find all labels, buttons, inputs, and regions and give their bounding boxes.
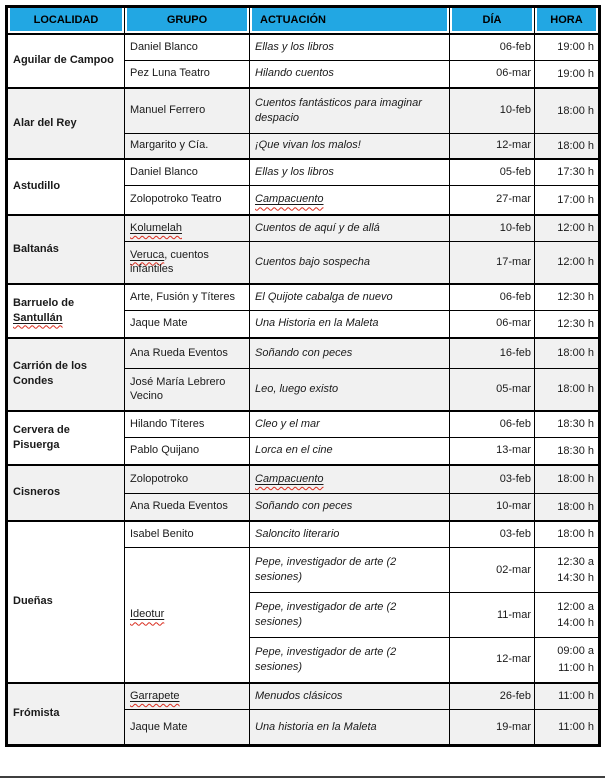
group-cell bbox=[125, 88, 250, 134]
cell-text: Ellas y los libros bbox=[255, 40, 334, 53]
show-cell bbox=[250, 683, 450, 710]
group-cell bbox=[125, 369, 250, 411]
show-cell bbox=[250, 34, 450, 61]
show-cell bbox=[250, 593, 450, 638]
day-cell: 03-feb bbox=[450, 521, 535, 548]
day-cell: 27-mar bbox=[450, 186, 535, 215]
hour-cell bbox=[535, 311, 600, 338]
hour-cell bbox=[535, 61, 600, 88]
group-cell bbox=[125, 284, 250, 311]
hour-text: 18:30 h bbox=[557, 418, 594, 430]
locality-cell bbox=[7, 284, 125, 338]
cell-text: Pepe, investigador de arte (2 bbox=[255, 601, 397, 614]
cell-text: Jaque Mate bbox=[130, 720, 188, 733]
show-cell bbox=[250, 548, 450, 593]
day-cell: 06-feb bbox=[450, 34, 535, 61]
group-cell bbox=[125, 494, 250, 521]
show-cell bbox=[250, 411, 450, 438]
cell-text: Manuel Ferrero bbox=[130, 104, 206, 117]
group-cell bbox=[125, 521, 250, 548]
show-cell bbox=[250, 215, 450, 242]
cell-text: Dueñas bbox=[13, 595, 53, 608]
hour-text: 12:00 h bbox=[557, 256, 594, 268]
table-row bbox=[7, 284, 600, 311]
group-cell bbox=[125, 61, 250, 88]
show-cell bbox=[250, 284, 450, 311]
hour-cell bbox=[535, 134, 600, 159]
underlined-text: Kolumelah bbox=[130, 221, 182, 234]
locality-cell bbox=[7, 215, 125, 284]
day-cell: 02-mar bbox=[450, 548, 535, 593]
group-cell bbox=[125, 411, 250, 438]
cell-text: Soñando con peces bbox=[255, 346, 353, 359]
group-cell bbox=[125, 683, 250, 710]
underlined-text: Campacuento bbox=[255, 472, 324, 485]
hour-cell bbox=[535, 411, 600, 438]
hour-text: 18:00 h bbox=[557, 139, 594, 152]
cell-text: Baltanás bbox=[13, 242, 59, 255]
cell-text: Cleo y el mar bbox=[255, 417, 320, 430]
cell-text: sesiones) bbox=[255, 571, 303, 583]
hour-cell bbox=[535, 494, 600, 521]
cell-text: , cuentos bbox=[164, 248, 209, 261]
group-cell bbox=[125, 186, 250, 215]
cell-text: Una Historia en la Maleta bbox=[255, 317, 379, 330]
hour-cell bbox=[535, 338, 600, 369]
locality-cell bbox=[7, 338, 125, 411]
hour-cell bbox=[535, 369, 600, 411]
table-row bbox=[7, 159, 600, 186]
day-cell: 10-feb bbox=[450, 88, 535, 134]
day-cell: 06-mar bbox=[450, 61, 535, 88]
group-cell bbox=[125, 438, 250, 465]
hour-text: 12:00 a bbox=[557, 600, 594, 613]
group-cell bbox=[125, 242, 250, 284]
hour-text: 18:00 h bbox=[557, 473, 594, 485]
hour-text: 12:30 a bbox=[557, 555, 594, 568]
hour-text: 17:30 h bbox=[557, 166, 594, 178]
group-cell bbox=[125, 338, 250, 369]
cell-text: despacio bbox=[255, 111, 300, 124]
day-cell: 06-mar bbox=[450, 311, 535, 338]
cell-text: Saloncito literario bbox=[255, 527, 340, 540]
cell-text: Ana Rueda Eventos bbox=[130, 500, 228, 513]
hour-cell bbox=[535, 88, 600, 134]
spellcheck-word bbox=[130, 222, 182, 234]
hour-cell bbox=[535, 242, 600, 284]
cell-text: Hilando Títeres bbox=[130, 417, 205, 430]
cell-text: Margarito y Cía. bbox=[130, 139, 209, 152]
spellcheck-word bbox=[130, 690, 180, 702]
hour-cell bbox=[535, 215, 600, 242]
cell-text: Leo, luego existo bbox=[255, 382, 339, 395]
cell-text: Barruelo de bbox=[13, 296, 75, 309]
page-bottom-rule bbox=[0, 776, 605, 778]
cell-text: Arte, Fusión y Títeres bbox=[130, 290, 235, 303]
underlined-text: Garrapete bbox=[130, 689, 180, 702]
cell-text: Isabel Benito bbox=[130, 527, 194, 540]
show-cell bbox=[250, 88, 450, 134]
cell-text: Daniel Blanco bbox=[130, 165, 198, 178]
cell-text: Pez Luna Teatro bbox=[130, 67, 210, 80]
show-cell bbox=[250, 159, 450, 186]
column-header-hora: HORA bbox=[535, 7, 600, 34]
hour-cell bbox=[535, 186, 600, 215]
hour-text: 18:00 h bbox=[557, 347, 594, 359]
hour-text: 11:00 h bbox=[558, 690, 594, 702]
group-cell bbox=[125, 34, 250, 61]
hour-cell bbox=[535, 638, 600, 683]
show-cell bbox=[250, 186, 450, 215]
show-cell bbox=[250, 338, 450, 369]
day-cell: 12-mar bbox=[450, 134, 535, 159]
column-header-dia: DÍA bbox=[450, 7, 535, 34]
locality-cell bbox=[7, 521, 125, 683]
group-cell bbox=[125, 134, 250, 159]
table-row bbox=[7, 411, 600, 438]
cell-text: Cuentos bajo sospecha bbox=[255, 255, 370, 268]
cell-text: Alar del Rey bbox=[13, 116, 77, 129]
locality-cell bbox=[7, 683, 125, 746]
hour-text: 11:00 h bbox=[558, 720, 594, 733]
day-cell: 10-feb bbox=[450, 215, 535, 242]
cell-text: infantiles bbox=[130, 263, 174, 276]
hour-text: 18:00 h bbox=[557, 528, 594, 540]
spellcheck-word bbox=[130, 249, 164, 261]
locality-cell bbox=[7, 465, 125, 521]
hour-cell bbox=[535, 521, 600, 548]
cell-text: sesiones) bbox=[255, 660, 303, 673]
hour-cell bbox=[535, 284, 600, 311]
hour-text: 12:00 h bbox=[557, 222, 594, 234]
hour-text: 09:00 a bbox=[557, 645, 594, 658]
cell-text: Carrión de los bbox=[13, 360, 87, 373]
column-header-localidad: LOCALIDAD bbox=[7, 7, 125, 34]
hour-cell bbox=[535, 593, 600, 638]
show-cell bbox=[250, 311, 450, 338]
schedule-table bbox=[5, 5, 601, 747]
cell-text: Zolopotroko bbox=[130, 472, 189, 485]
group-cell bbox=[125, 159, 250, 186]
cell-text: Aguilar de Campoo bbox=[13, 54, 114, 67]
cell-text: Ana Rueda Eventos bbox=[130, 346, 228, 359]
cell-text: Pablo Quijano bbox=[130, 444, 200, 457]
underlined-text: Veruca bbox=[130, 248, 165, 261]
day-cell: 26-feb bbox=[450, 683, 535, 710]
hour-text: 18:00 h bbox=[557, 500, 594, 513]
hour-cell bbox=[535, 548, 600, 593]
cell-text: Ellas y los libros bbox=[255, 165, 334, 178]
show-cell bbox=[250, 494, 450, 521]
show-cell bbox=[250, 521, 450, 548]
spellcheck-word bbox=[13, 312, 63, 324]
day-cell: 05-feb bbox=[450, 159, 535, 186]
group-cell bbox=[125, 311, 250, 338]
show-cell bbox=[250, 242, 450, 284]
cell-text: Daniel Blanco bbox=[130, 40, 198, 53]
underlined-text: Campacuento bbox=[255, 193, 324, 206]
hour-text: 19:00 h bbox=[557, 41, 594, 53]
group-cell bbox=[125, 465, 250, 494]
hour-text: 12:30 h bbox=[557, 317, 594, 330]
show-cell bbox=[250, 61, 450, 88]
cell-text: Frómista bbox=[13, 707, 60, 720]
day-cell: 13-mar bbox=[450, 438, 535, 465]
cell-text: Zolopotroko Teatro bbox=[130, 193, 222, 206]
group-cell bbox=[125, 710, 250, 746]
underlined-text: Santullán bbox=[13, 311, 63, 324]
day-cell: 03-feb bbox=[450, 465, 535, 494]
cell-text: Jaque Mate bbox=[130, 317, 188, 330]
column-header-actuacion: ACTUACIÓN bbox=[250, 7, 450, 34]
cell-text: Cuentos de aquí y de allá bbox=[255, 221, 380, 234]
table-row bbox=[7, 215, 600, 242]
cell-text: sesiones) bbox=[255, 616, 303, 628]
header-row bbox=[7, 7, 600, 34]
spellcheck-word bbox=[255, 193, 324, 205]
hour-text: 18:30 h bbox=[557, 444, 594, 457]
cell-text: Soñando con peces bbox=[255, 500, 353, 513]
table-row bbox=[7, 338, 600, 369]
hour-text: 14:30 h bbox=[557, 572, 594, 584]
cell-text: Pepe, investigador de arte (2 bbox=[255, 556, 397, 569]
hour-cell bbox=[535, 710, 600, 746]
cell-text: Vecino bbox=[130, 390, 164, 403]
cell-text: Menudos clásicos bbox=[255, 689, 343, 702]
day-cell: 11-mar bbox=[450, 593, 535, 638]
show-cell bbox=[250, 638, 450, 683]
hour-text: 18:00 h bbox=[557, 383, 594, 395]
day-cell: 16-feb bbox=[450, 338, 535, 369]
hour-text: 12:30 h bbox=[557, 291, 594, 303]
locality-cell bbox=[7, 34, 125, 88]
locality-cell bbox=[7, 411, 125, 465]
table-row bbox=[7, 34, 600, 61]
show-cell bbox=[250, 710, 450, 746]
show-cell bbox=[250, 369, 450, 411]
hour-cell bbox=[535, 438, 600, 465]
underlined-text: Ideotur bbox=[130, 608, 165, 621]
cell-text: Hilando cuentos bbox=[255, 67, 334, 80]
cell-text: Una historia en la Maleta bbox=[255, 720, 377, 733]
day-cell: 19-mar bbox=[450, 710, 535, 746]
hour-text: 11:00 h bbox=[558, 661, 594, 674]
spellcheck-word bbox=[130, 608, 164, 620]
day-cell: 12-mar bbox=[450, 638, 535, 683]
cell-text: Cuentos fantásticos para imaginar bbox=[255, 97, 422, 110]
cell-text: Astudillo bbox=[13, 180, 61, 193]
spellcheck-word bbox=[255, 473, 324, 485]
table-row bbox=[7, 683, 600, 710]
cell-text: Condes bbox=[13, 375, 54, 387]
day-cell: 05-mar bbox=[450, 369, 535, 411]
hour-text: 14:00 h bbox=[557, 617, 594, 629]
hour-cell bbox=[535, 159, 600, 186]
day-cell: 17-mar bbox=[450, 242, 535, 284]
hour-cell bbox=[535, 683, 600, 710]
day-cell: 06-feb bbox=[450, 284, 535, 311]
cell-text: Lorca en el cine bbox=[255, 444, 333, 457]
locality-cell bbox=[7, 88, 125, 159]
day-cell: 10-mar bbox=[450, 494, 535, 521]
cell-text: El Quijote cabalga de nuevo bbox=[255, 290, 393, 303]
table-row bbox=[7, 88, 600, 134]
show-cell bbox=[250, 134, 450, 159]
hour-text: 17:00 h bbox=[557, 193, 594, 206]
cell-text: Cisneros bbox=[13, 486, 61, 499]
day-cell: 06-feb bbox=[450, 411, 535, 438]
cell-text: Pepe, investigador de arte (2 bbox=[255, 646, 397, 659]
locality-cell bbox=[7, 159, 125, 215]
table-row bbox=[7, 521, 600, 548]
group-cell bbox=[125, 215, 250, 242]
hour-text: 19:00 h bbox=[557, 67, 594, 80]
hour-cell bbox=[535, 465, 600, 494]
cell-text: ¡Que vivan los malos! bbox=[255, 139, 361, 152]
table-header bbox=[7, 7, 600, 34]
show-cell bbox=[250, 465, 450, 494]
cell-text: Cervera de Pisuerga bbox=[13, 423, 70, 451]
column-header-grupo: GRUPO bbox=[125, 7, 250, 34]
table-row bbox=[7, 465, 600, 494]
show-cell bbox=[250, 438, 450, 465]
cell-text: José María Lebrero bbox=[130, 375, 226, 388]
hour-text: 18:00 h bbox=[557, 104, 594, 117]
group-cell bbox=[125, 548, 250, 683]
hour-cell bbox=[535, 34, 600, 61]
